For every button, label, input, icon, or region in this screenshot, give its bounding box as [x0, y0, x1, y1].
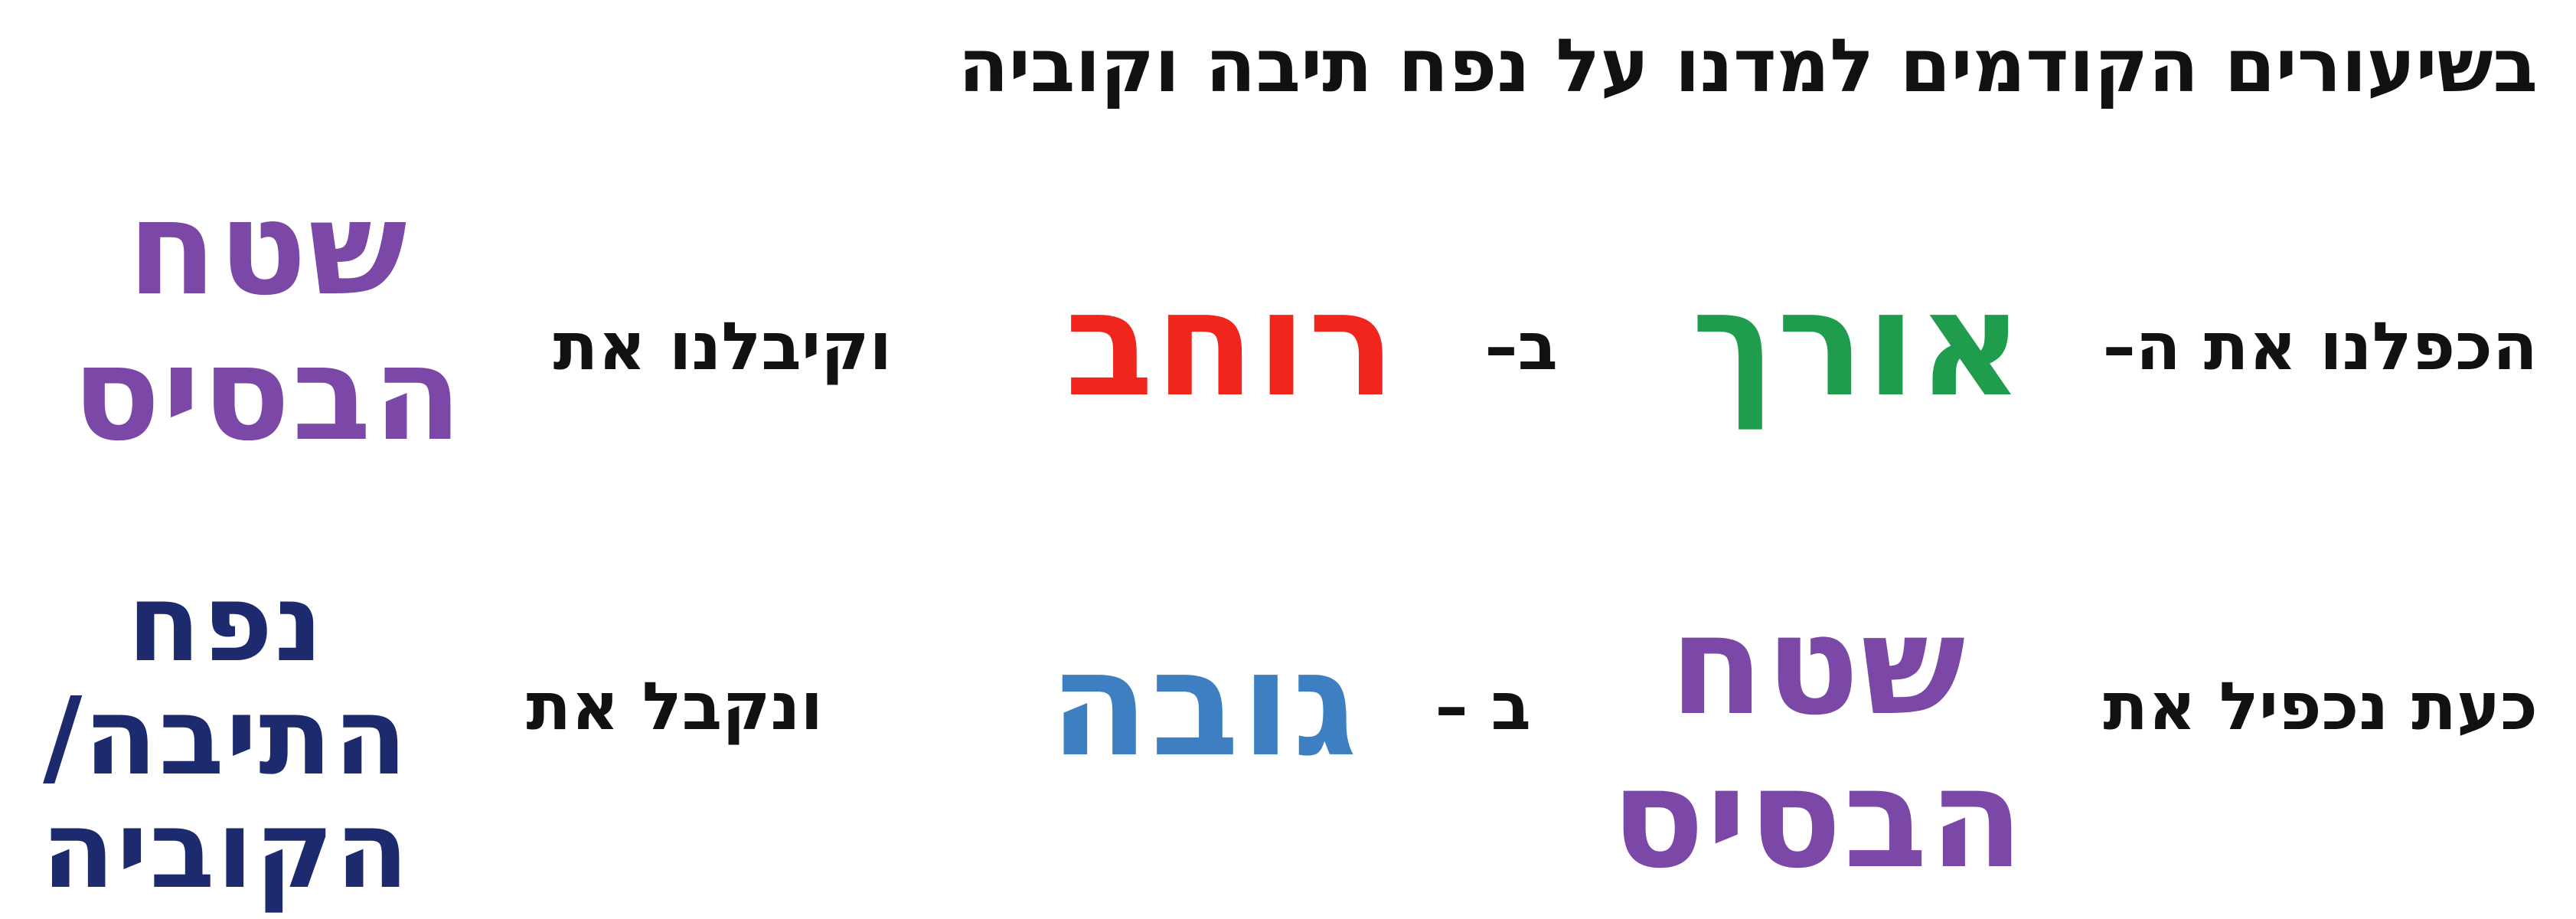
row1-intro: הכפלנו את ה–	[2102, 309, 2538, 385]
row1-by: ב–	[1484, 309, 1558, 385]
length-word: אורך	[1691, 260, 2025, 429]
base-area-operand	[1596, 586, 2040, 899]
row2-by: ב –	[1435, 669, 1531, 745]
base-area-operand-line1: שטח	[1669, 586, 1967, 746]
base-area-result	[54, 173, 482, 470]
row2-intro: כעת נכפיל את	[2103, 669, 2538, 745]
row1-result-intro: וקיבלנו את	[553, 309, 892, 385]
volume-line3: הקוביה	[41, 788, 411, 913]
base-area-line2: הבסיס	[72, 319, 464, 470]
volume-result	[34, 561, 417, 913]
volume-line1: נפח	[127, 561, 325, 686]
title: בשיעורים הקודמים למדנו על נפח תיבה וקוביה	[958, 23, 2538, 109]
base-area-operand-line2: הבסיס	[1611, 739, 2026, 899]
width-word: רוחב	[1064, 260, 1397, 429]
row2-result-intro: ונקבל את	[526, 669, 823, 745]
volume-line2: התיבה/	[43, 675, 409, 800]
height-word: גובה	[1049, 620, 1359, 789]
base-area-line1: שטח	[127, 173, 409, 325]
